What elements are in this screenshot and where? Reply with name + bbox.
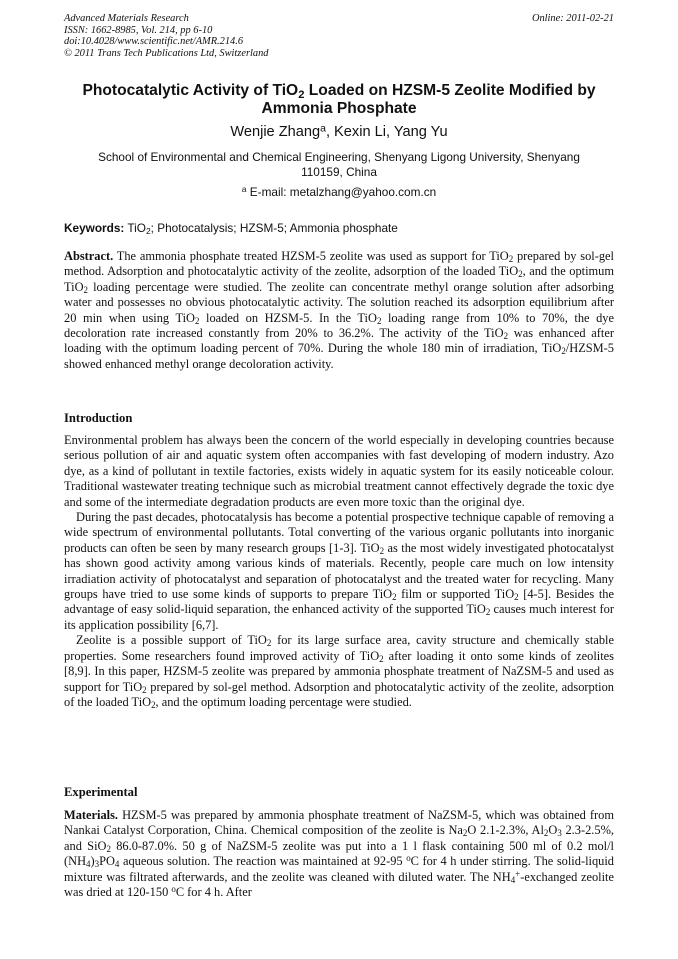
publication-header: [64, 13, 614, 59]
section-heading-introduction: Introduction: [64, 411, 133, 425]
abstract: Abstract. The ammonia phosphate treated HZSM-5 zeolite was used as support for TiO$_2$ prepared by sol-gel method. Adsorption and photocatalytic activity of the zeolite, adsorption of the loaded TiO$_2$, and the optimum TiO$_2$ loading percentage were studied. The zeolite can concentrate methyl orange solution after adsorbing water and possesses no obvious photocatalytic activity. The solution reached its adsorption equilibrium after 20 min when using TiO$_2$ loaded on HZSM-5. In the TiO$_2$ loading range from 10% to 70%, the dye decoloration rate increased constantly from 20% to 36.2%. The activity of the TiO$_2$ was enhanced after loading with the optimum loading percent of 70%. During the whole 180 min of irradiation, TiO$_2$/HZSM-5 showed enhanced methyl orange decoloration activity.: [64, 249, 615, 371]
intro-paragraph-2: During the past decades, photocatalysis has become a potential prospective technique capable of removing a wide spectrum of environmental pollutants. Total converting of the various organic pollutants into inorganic products can often be seen by many research groups [1-3]. TiO$_2$ as the most widely investigated photocatalyst has shown good activity among various kinds of materials. Recently, people care much on low intensity irradiation activity of photocatalyst and separation of photocatalyst and the treated water for recycling. Many groups have tried to use some kinds of supports to prepare TiO$_2$ film or supported TiO$_2$ [4-5]. Besides the advantage of easy solid-liquid separation, the enhanced activity of the supported TiO$_2$ causes much interest for its application possibility [6,7].: [64, 510, 614, 632]
doi-line: doi:10.4028/www.scientific.net/AMR.214.6: [64, 36, 244, 48]
keywords-label: Keywords:: [64, 221, 125, 235]
author-list: Wenjie Zhang$^a$, Kexin Li, Yang Yu: [230, 122, 448, 140]
intro-paragraph-1: Environmental problem has always been the concern of the world especially in developing countries because serious pollution of air and aquatic system often accompanies with fast developing of modern industry. Azo dye, as a kind of pollutant in textile factories, exists widely in aquatic system for its easily noticeable colour. Traditional wastewater treating technique such as microbial treatment cannot effectively degrade the toxic dye and some of the intermediate degradation products are even more toxic than the original dye.: [64, 433, 614, 509]
keywords: Keywords: TiO$_2$; Photocatalysis; HZSM-5; Ammonia phosphate: [64, 221, 398, 237]
introduction-body: [64, 433, 614, 710]
materials-label: Materials.: [64, 808, 119, 822]
affiliation: School of Environmental and Chemical Engineering, Shenyang Ligong University, Shenyang 110159, China: [98, 150, 580, 179]
section-heading-experimental: Experimental: [64, 785, 138, 799]
issn-line: ISSN: 1662-8985, Vol. 214, pp 6-10: [64, 24, 213, 36]
copyright-line: © 2011 Trans Tech Publications Ltd, Switzerland: [64, 47, 269, 59]
intro-paragraph-3: Zeolite is a possible support of TiO$_2$ for its large surface area, cavity structure and chemically stable properties. Some researchers found improved activity of TiO$_2$ after loading it onto some kinds of zeolites [8,9]. In this paper, HZSM-5 zeolite was prepared by ammonia phosphate treatment of NaZSM-5 and used as support for TiO$_2$ prepared by sol-gel method. Adsorption and photocatalytic activity of the zeolite, adsorption of the loaded TiO$_2$, and the optimum loading percentage were studied.: [64, 633, 614, 711]
author-email: $^a$ E-mail: metalzhang@yahoo.com.cn: [241, 184, 437, 199]
abstract-label: Abstract.: [64, 249, 114, 263]
experimental-materials: Materials. HZSM-5 was prepared by ammonia phosphate treatment of NaZSM-5, which was obtained from Nankai Catalyst Corporation, China. Chemical composition of the zeolite is $Na_2O$ 2.1-2.3%, $Al_2O_3$ 2.3-2.5%, and SiO$_2$ 86.0-87.0%. 50 g of NaZSM-5 zeolite was put into a 1 l flask containing 500 ml of 0.2 mol/l $(NH_4)_3PO_4$ aqueous solution. The reaction was maintained at 92-95 $^o$C for 4 h under stirring. The solid-liquid mixture was filtrated afterwards, and the zeolite was cleaned with diluted water. The $NH_4^+$-exchanged zeolite was dried at 120-150 $^o$C for 4 h. After: [64, 808, 614, 900]
online-date: Online: 2011-02-21: [531, 13, 614, 24]
journal-name: Advanced Materials Research: [64, 13, 189, 24]
paper-title: Photocatalytic Activity of TiO$_2$ Loaded on HZSM-5 Zeolite Modified by Ammonia Phosphate: [82, 82, 596, 117]
